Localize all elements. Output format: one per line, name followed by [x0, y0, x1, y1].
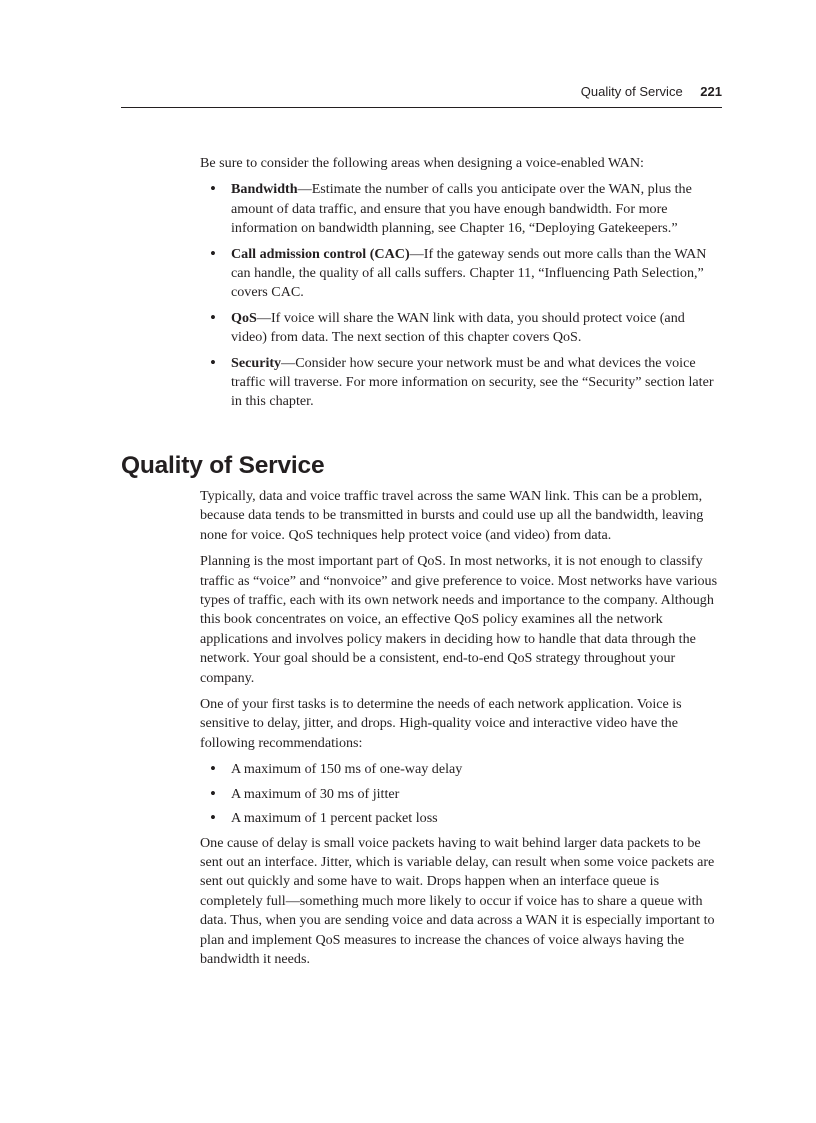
bullet-term: QoS — [231, 309, 257, 326]
section-body — [200, 487, 722, 976]
bullet-icon: • — [210, 179, 216, 199]
bullet-text: —Consider how secure your network must be and what devices the voice traffic will traverse. For more information on security, see the “Security” section later in this chapter. — [231, 354, 714, 410]
recommendation-text: A maximum of 150 ms of one-way delay — [231, 761, 463, 778]
running-header — [121, 82, 722, 102]
bullet-term: Security — [231, 354, 282, 371]
bullet-icon: • — [210, 783, 216, 803]
bullet-term: Bandwidth — [231, 181, 298, 198]
page-number: 221 — [700, 84, 722, 99]
bullet-icon: • — [210, 759, 216, 779]
bullet-text: —If voice will share the WAN link with data, you should protect voice (and video) from data. The next section of this chapter covers QoS. — [231, 309, 685, 346]
recommendations-list — [200, 760, 722, 828]
recommendation-text: A maximum of 1 percent packet loss — [231, 810, 438, 827]
recommendation-text: A maximum of 30 ms of jitter — [231, 785, 400, 802]
running-header-section: Quality of Service — [580, 84, 683, 99]
design-considerations-list — [200, 180, 722, 411]
intro-block — [200, 154, 722, 418]
list-item — [200, 809, 722, 828]
bullet-text: —If the gateway sends out more calls than the WAN can handle, the quality of all calls suffers. Chapter 11, “Influencing Path Selection,” covers CAC. — [231, 245, 707, 301]
bullet-text: —Estimate the number of calls you anticipate over the WAN, plus the amount of data traffic, and ensure that you have enough bandwidth. For more information on bandwidth planning, see Chapter 16, “Deploying Gatekeepers.” — [231, 181, 692, 237]
header-rule — [121, 107, 722, 108]
list-item — [200, 760, 722, 779]
list-item — [200, 354, 722, 412]
bullet-term: Call admission control (CAC) — [231, 245, 410, 262]
bullet-icon: • — [210, 808, 216, 828]
list-item — [200, 245, 722, 303]
list-item — [200, 180, 722, 238]
intro-lead: Be sure to consider the following areas when designing a voice-enabled WAN: — [200, 155, 644, 171]
bullet-icon: • — [210, 352, 216, 372]
paragraph: One cause of delay is small voice packets having to wait behind larger data packets to be sent out an interface. Jitter, which is variable delay, can result when some voice packets are sent out quickly and some have to wait. Drops happen when an interface queue is completely full—something much more likely to occur if voice has to share a queue with data. Thus, when you are sending voice and data across a WAN it is especially important to plan and implement QoS measures to increase the chances of voice always having the bandwidth it needs. — [200, 834, 715, 967]
bullet-icon: • — [210, 307, 216, 327]
paragraph: Planning is the most important part of QoS. In most networks, it is not enough to classify traffic as “voice” and “nonvoice” and give preference to voice. Most networks have various types of traffic, each with its own network needs and importance to the company. Although this book concentrates on voice, an effective QoS policy examines all the network applications and involves policy makers in deciding how to handle that data through the network. Your goal should be a consistent, end-to-end QoS strategy throughout your company. — [200, 553, 718, 686]
section-heading: Quality of Service — [121, 452, 325, 479]
paragraph: Typically, data and voice traffic travel across the same WAN link. This can be a problem, because data tends to be transmitted in bursts and could use up all the bandwidth, leaving none for voice. QoS techniques help protect voice (and video) from data. — [200, 488, 704, 543]
paragraph: One of your first tasks is to determine the needs of each network application. Voice is sensitive to delay, jitter, and drops. High-quality voice and interactive video have the following recommendations: — [200, 696, 682, 751]
list-item — [200, 309, 722, 348]
bullet-icon: • — [210, 243, 216, 263]
list-item — [200, 785, 722, 804]
